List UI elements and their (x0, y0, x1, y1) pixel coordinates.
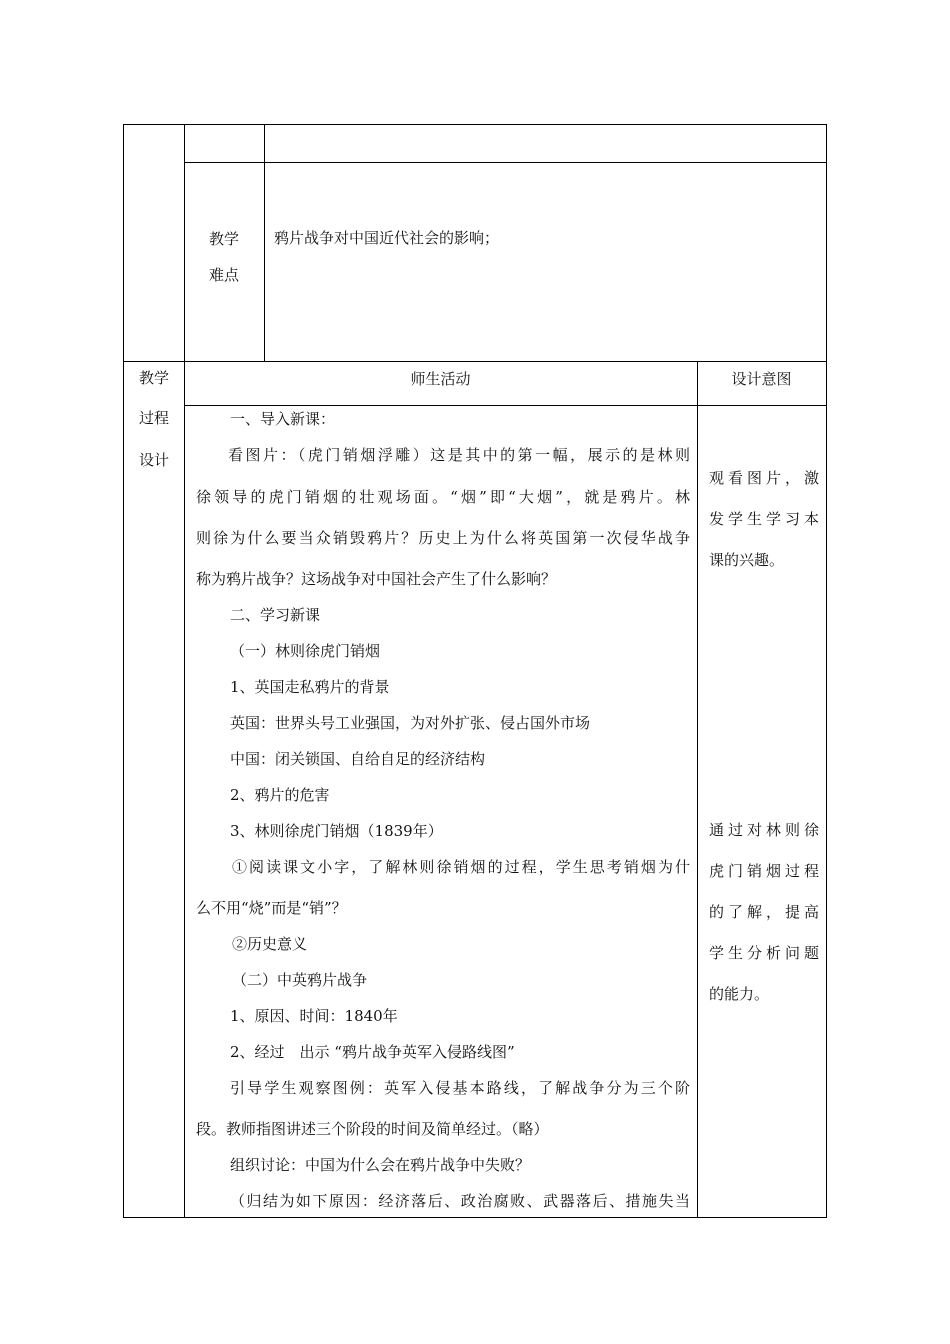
intent-line: 学生分析问题 (709, 944, 819, 962)
table-right-border (826, 124, 827, 1218)
intent-column-header: 设计意图 (731, 370, 792, 388)
activity-line: 1、英国走私鸦片的背景 (230, 678, 390, 696)
activity-line: 看图片：（虎门销烟浮雕）这是其中的第一幅，展示的是林则 (228, 446, 690, 464)
activity-line: 段。教师指图讲述三个阶段的时间及简单经过。（略） (196, 1120, 549, 1138)
activity-line: 称为鸦片战争？这场战争对中国社会产生了什么影响？ (196, 570, 557, 588)
activity-line: ②历史意义 (232, 935, 308, 953)
process-label-line2: 过程 (139, 409, 170, 427)
activity-line: 中国：闭关锁国、自给自足的经济结构 (230, 750, 486, 768)
activity-line: 二、学习新课 (230, 606, 321, 624)
difficulty-content: 鸦片战争对中国近代社会的影响； (274, 229, 500, 247)
intent-column-divider (697, 361, 698, 1218)
activity-line: 组织讨论：中国为什么会在鸦片战争中失败？ (230, 1156, 531, 1174)
label-column-divider (184, 124, 185, 1218)
activity-line: 3、林则徐虎门销烟（1839年） (230, 822, 443, 840)
intent-line: 的了解，提高 (709, 903, 819, 921)
intent-line: 课的兴趣。 (709, 551, 785, 569)
difficulty-label-line1: 教学 (209, 230, 240, 248)
activity-line: 2、经过 出示 “鸦片战争英军入侵路线图” (230, 1043, 515, 1061)
activity-line: 徐领导的虎门销烟的壮观场面。“烟”即“大烟”，就是鸦片。林 (196, 488, 690, 506)
header-row-divider (184, 405, 827, 406)
table-left-border (123, 124, 124, 1218)
activity-line: 英国：世界头号工业强国，为对外扩张、侵占国外市场 (230, 714, 591, 732)
activity-line: 则徐为什么要当众销毁鸦片？历史上为什么将英国第一次侵华战争 (196, 529, 690, 547)
intent-line: 观看图片，激 (709, 469, 819, 487)
activity-line: （一）林则徐虎门销烟 (230, 642, 381, 660)
table-bottom-border (123, 1217, 827, 1218)
top-subcolumn-divider (264, 124, 265, 362)
intent-line: 虎门销烟过程 (709, 862, 819, 880)
activity-line: （归结为如下原因：经济落后、政治腐败、武器落后、措施失当 (230, 1192, 690, 1210)
difficulty-label-line2: 难点 (209, 266, 240, 284)
process-label-line1: 教学 (139, 369, 170, 387)
activity-line: 2、鸦片的危害 (230, 786, 330, 804)
intent-line: 的能力。 (709, 985, 770, 1003)
table-top-border (123, 124, 827, 125)
process-label-line3: 设计 (139, 451, 170, 469)
intent-line: 发学生学习本 (709, 510, 819, 528)
activity-line: ①阅读课文小字，了解林则徐销烟的过程，学生思考销烟为什 (232, 858, 690, 876)
activity-column-header: 师生活动 (410, 370, 471, 388)
activity-line: 一、导入新课： (230, 410, 336, 428)
top-inner-row-divider (184, 162, 827, 163)
activity-line: （二）中英鸦片战争 (232, 971, 368, 989)
section-divider (123, 361, 827, 362)
intent-line: 通过对林则徐 (709, 821, 819, 839)
activity-line: 引导学生观察图例：英军入侵基本路线，了解战争分为三个阶 (230, 1079, 690, 1097)
activity-line: 么不用“烧”而是“销”？ (196, 899, 347, 917)
activity-line: 1、原因、时间：1840年 (230, 1007, 398, 1025)
